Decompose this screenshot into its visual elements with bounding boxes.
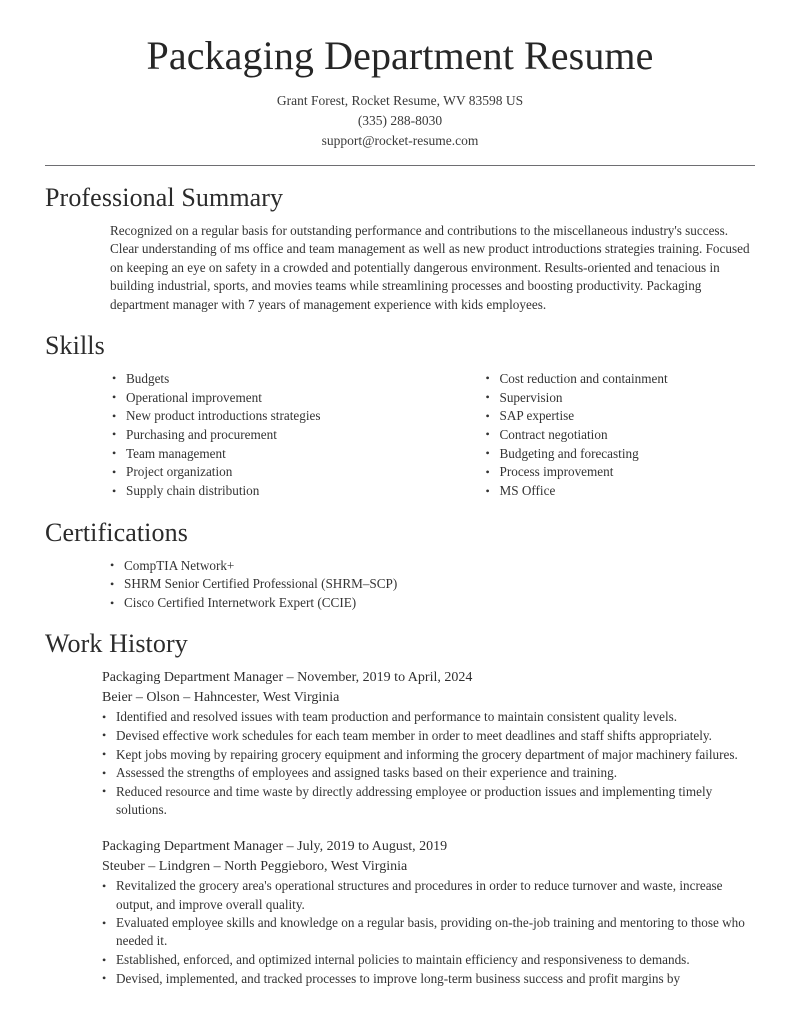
- section-heading-professional-summary: Professional Summary: [45, 183, 284, 212]
- job-title: Packaging Department Manager: [102, 839, 284, 855]
- contact-address: Grant Forest, Rocket Resume, WV 83598 US: [276, 93, 524, 108]
- work-history-entry: [102, 837, 755, 988]
- skills-list-left: [112, 370, 434, 500]
- list-item: • Revitalized the grocery area's operational structures and procedures in order to reduce turnover and waste, increase output, and improve overall quality.: [102, 877, 755, 913]
- list-item: • CompTIA Network+: [110, 557, 755, 575]
- list-item: • New product introductions strategies: [112, 407, 434, 425]
- certifications-body: [45, 557, 755, 613]
- contact-email: support@rocket-resume.com: [321, 133, 479, 148]
- list-item: • MS Office: [486, 482, 756, 500]
- list-item: • Assessed the strengths of employees and assigned tasks based on their experience and training.: [102, 764, 755, 782]
- job-separator: –: [283, 670, 298, 686]
- section-heading-skills: Skills: [45, 330, 105, 360]
- list-item: • Operational improvement: [112, 389, 434, 407]
- list-item: • Reduced resource and time waste by directly addressing employee or production issues and implementing timely solutions.: [102, 783, 755, 819]
- section-heading-work-history: Work History: [45, 629, 188, 659]
- job-company-line: Beier – Olson – Hahncester, West Virginia: [102, 690, 340, 706]
- list-item: • Supply chain distribution: [112, 482, 434, 500]
- list-item: • Project organization: [112, 463, 434, 481]
- professional-summary-body: [45, 222, 755, 314]
- work-history-body: [45, 668, 755, 988]
- section-heading-certifications: Certifications: [45, 517, 188, 547]
- skills-column-left: [112, 370, 434, 501]
- professional-summary-text: Recognized on a regular basis for outstanding performance and contributions to the miscellaneous industry's success. Clear understanding of ms office and team management as well as new product introductions strategies training. Focused on keeping an eye on safety in a crowded and potentially dangerous environment. Results-oriented and tenacious in building industrial, sports, and movies teams while streamlining processes and boosting productivity. Packaging department manager with 7 years of management experience with kids employees.: [110, 222, 750, 312]
- list-item: • Budgeting and forecasting: [486, 445, 756, 463]
- list-item: • Process improvement: [486, 463, 756, 481]
- list-item: • Cost reduction and containment: [486, 370, 756, 388]
- section-professional-summary: [45, 183, 755, 314]
- work-history-entry: [102, 668, 755, 819]
- job-title-line: [102, 837, 755, 857]
- job-bullets: [102, 708, 755, 819]
- section-certifications: [45, 518, 755, 613]
- list-item: • SHRM Senior Certified Professional (SHRM–SCP): [110, 575, 755, 593]
- list-item: • Evaluated employee skills and knowledge on a regular basis, providing on-the-job training and mentoring to those who needed it.: [102, 914, 755, 950]
- header-divider: [45, 165, 755, 166]
- job-bullets: [102, 877, 755, 988]
- section-skills: [45, 331, 755, 501]
- list-item: • Team management: [112, 445, 434, 463]
- job-title-line: [102, 668, 755, 688]
- job-dates: November, 2019 to April, 2024: [297, 670, 473, 686]
- job-company-line: Steuber – Lindgren – North Peggieboro, West Virginia: [102, 859, 408, 875]
- list-item: • Purchasing and procurement: [112, 426, 434, 444]
- contact-info: [45, 91, 755, 151]
- job-dates: July, 2019 to August, 2019: [297, 839, 448, 855]
- page-title: Packaging Department Resume: [146, 33, 654, 78]
- skills-list-right: [486, 370, 756, 500]
- skills-column-right: [434, 370, 756, 501]
- list-item: • Devised effective work schedules for each team member in order to meet deadlines and staff shifts appropriately.: [102, 727, 755, 745]
- list-item: • Devised, implemented, and tracked processes to improve long-term business success and profit margins by: [102, 970, 755, 988]
- section-work-history: [45, 629, 755, 988]
- contact-phone: (335) 288-8030: [357, 113, 443, 128]
- job-title: Packaging Department Manager: [102, 670, 284, 686]
- certifications-list: [110, 557, 755, 613]
- list-item: • Contract negotiation: [486, 426, 756, 444]
- list-item: • Established, enforced, and optimized internal policies to maintain efficiency and responsiveness to demands.: [102, 951, 755, 969]
- list-item: • Supervision: [486, 389, 756, 407]
- skills-columns: [45, 370, 755, 501]
- list-item: • SAP expertise: [486, 407, 756, 425]
- list-item: • Kept jobs moving by repairing grocery equipment and informing the grocery department of major machinery failures.: [102, 746, 755, 764]
- list-item: • Identified and resolved issues with team production and performance to maintain consistent quality levels.: [102, 708, 755, 726]
- list-item: • Cisco Certified Internetwork Expert (CCIE): [110, 594, 755, 612]
- job-separator: –: [283, 839, 298, 855]
- list-item: • Budgets: [112, 370, 434, 388]
